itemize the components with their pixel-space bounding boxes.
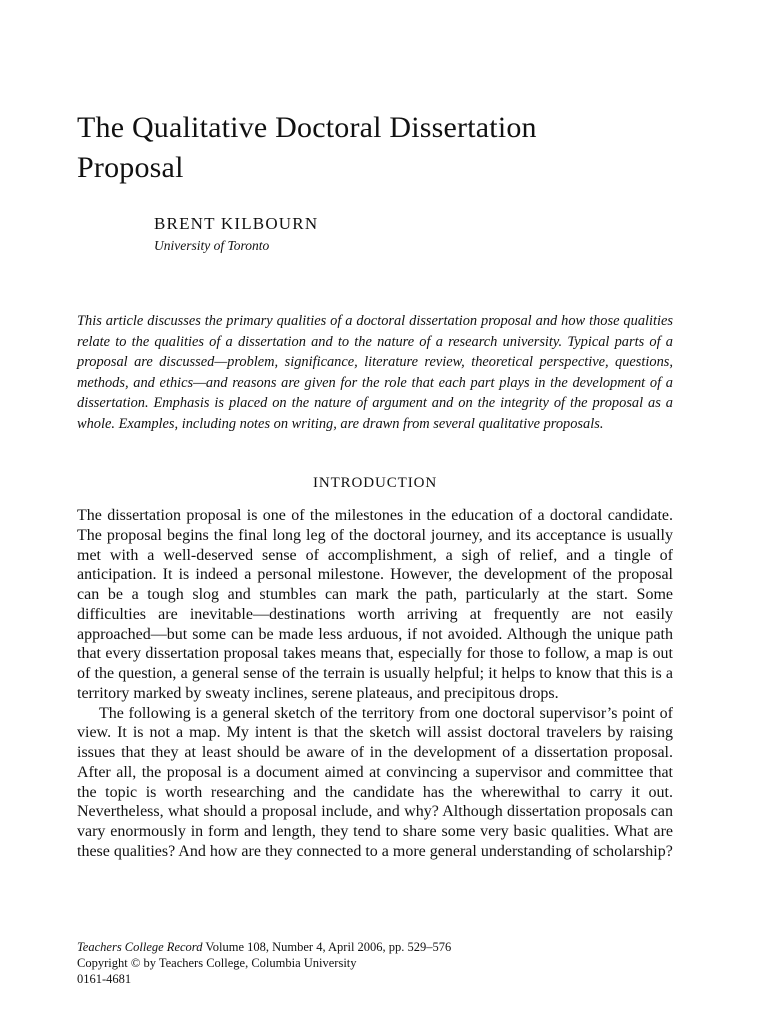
abstract: This article discusses the primary qualities of a doctoral dissertation proposal and how those qualities relate to the qualities of a dissertation and to the nature of a research university. Typical parts of a proposal are discussed—problem, significance, literature review, theoretical perspective, questions, methods, and ethics—and reasons are given for the role that each part plays in the development of a dissertation. Emphasis is placed on the nature of argument and on the integrity of the proposal as a whole. Examples, including notes on writing, are drawn from several qualitative proposals. [77,313,673,432]
journal-details: Volume 108, Number 4, April 2006, pp. 529–576 [202,940,452,954]
section-heading-introduction: INTRODUCTION [312,475,438,491]
copyright-line: Copyright © by Teachers College, Columbia University [77,956,357,970]
author-affiliation: University of Toronto [154,238,270,253]
body-paragraph-1: The dissertation proposal is one of the milestones in the education of a doctoral candidate. The proposal begins the final long leg of the doctoral journey, and its acceptance is usually met with a well-deserved sense of accomplishment, a sigh of relief, and a tingle of anticipation. It is indeed a personal milestone. However, the development of the proposal can be a tough slog and stumbles can mark the path, particularly at the start. Some difficulties are inevitable—destinations worth arriving at frequently are not easily approached—but some can be made less arduous, if not avoided. Although the unique path that every dissertation proposal takes means that, especially for those to follow, a map is out of the question, a general sense of the terrain is usually helpful; it helps to know that this is a territory marked by sweaty inclines, serene plateaus, and precipitous drops. [77,507,673,702]
article-title [77,108,697,188]
issn: 0161-4681 [77,972,132,986]
journal-name: Teachers College Record [77,940,203,954]
body-paragraph-2: The following is a general sketch of the territory from one doctoral supervisor’s point of view. It is not a map. My intent is that the sketch will assist doctoral travelers by raising issues that they at least should be aware of in the development of a dissertation proposal. After all, the proposal is a document aimed at convincing a supervisor and committee that the topic is worth researching and the candidate has the wherewithal to carry it out. Nevertheless, what should a proposal include, and why? Although dissertation proposals can vary enormously in form and length, they tend to share some very basic qualities. What are these qualities? And how are they connected to a more general understanding of scholarship? [77,704,673,860]
author-name: BRENT KILBOURN [154,214,319,233]
journal-citation [77,939,673,955]
body-text [77,506,673,862]
page-footer [77,939,673,987]
article-title-line-2: Proposal [77,151,184,184]
article-title-line-1: The Qualitative Doctoral Dissertation [77,111,537,144]
